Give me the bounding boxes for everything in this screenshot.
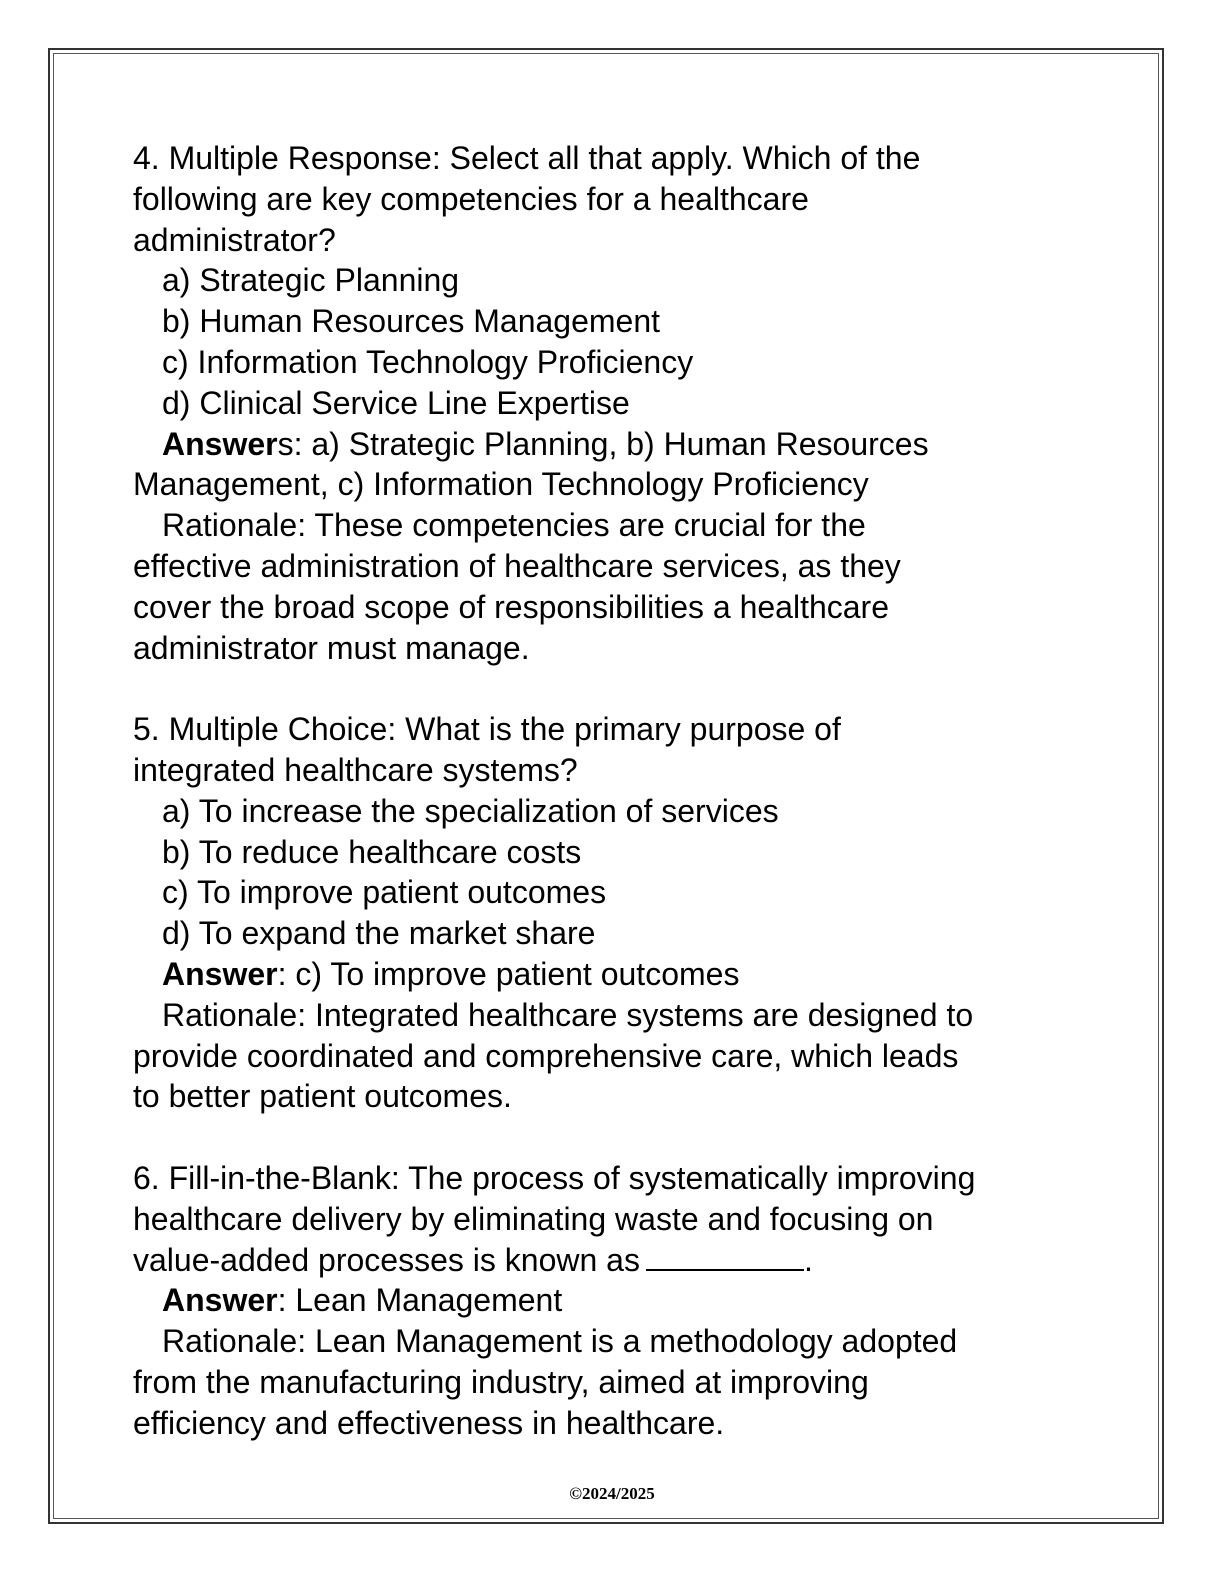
question-6 [133,1158,1093,1444]
answer-option-b: b) To reduce healthcare costs [162,833,582,870]
answer-text-continued: Management, c) Information Technology Proficiency [133,466,869,503]
question-stem-line: administrator? [133,221,336,258]
question-stem-line: following are key competencies for a healthcare [133,180,809,217]
question-stem-text: value-added processes is known as [133,1241,640,1278]
rationale-line: Rationale: Lean Management is a methodology adopted [162,1323,958,1360]
answer-line [133,1280,1093,1321]
question-stem-line: integrated healthcare systems? [133,751,578,788]
answer-label: Answer [162,425,278,462]
rationale-line: Rationale: Integrated healthcare systems are designed to [162,996,974,1033]
answer-label: Answer [162,955,278,992]
question-stem-line: 6. Fill-in-the-Blank: The process of systematically improving [133,1159,976,1196]
stem-period: . [803,1241,813,1278]
question-stem-line: healthcare delivery by eliminating waste and focusing on [133,1200,934,1237]
rationale-line: to better patient outcomes. [133,1078,512,1115]
answer-label-suffix: s [277,425,294,462]
rationale-line: from the manufacturing industry, aimed at improving [133,1363,869,1400]
answer-label: Answer [162,1282,278,1319]
answer-option-c: c) Information Technology Proficiency [162,343,694,380]
rationale-line: cover the broad scope of responsibilities a healthcare [133,588,889,625]
answer-text: : Lean Management [277,1282,563,1319]
question-stem-line-with-blank [133,1240,1093,1281]
rationale-line: effective administration of healthcare services, as they [133,547,901,584]
rationale-line: efficiency and effectiveness in healthcare. [133,1404,725,1441]
answer-option-b: b) Human Resources Management [162,303,661,340]
answer-option-d: d) To expand the market share [162,915,596,952]
answer-line [133,424,1093,465]
answer-line [133,954,1093,995]
copyright-footer: ©2024/2025 [569,1484,655,1503]
answer-option-c: c) To improve patient outcomes [162,874,607,911]
document-body [133,138,1093,1444]
answer-option-a: a) To increase the specialization of services [162,792,779,829]
rationale-line: provide coordinated and comprehensive care, which leads [133,1037,959,1074]
spacer [133,1117,1093,1158]
answer-text: : c) To improve patient outcomes [277,955,740,992]
question-5 [133,709,1093,1117]
answer-text: : a) Strategic Planning, b) Human Resources [293,425,929,462]
rationale-line: administrator must manage. [133,629,530,666]
fill-in-blank [646,1268,804,1271]
answer-option-a: a) Strategic Planning [162,262,460,299]
question-4 [133,138,1093,668]
question-stem-line: 5. Multiple Choice: What is the primary purpose of [133,711,841,748]
question-stem-line: 4. Multiple Response: Select all that apply. Which of the [133,140,921,176]
rationale-line: Rationale: These competencies are crucial for the [162,507,866,544]
answer-option-d: d) Clinical Service Line Expertise [162,384,630,421]
spacer [133,668,1093,709]
